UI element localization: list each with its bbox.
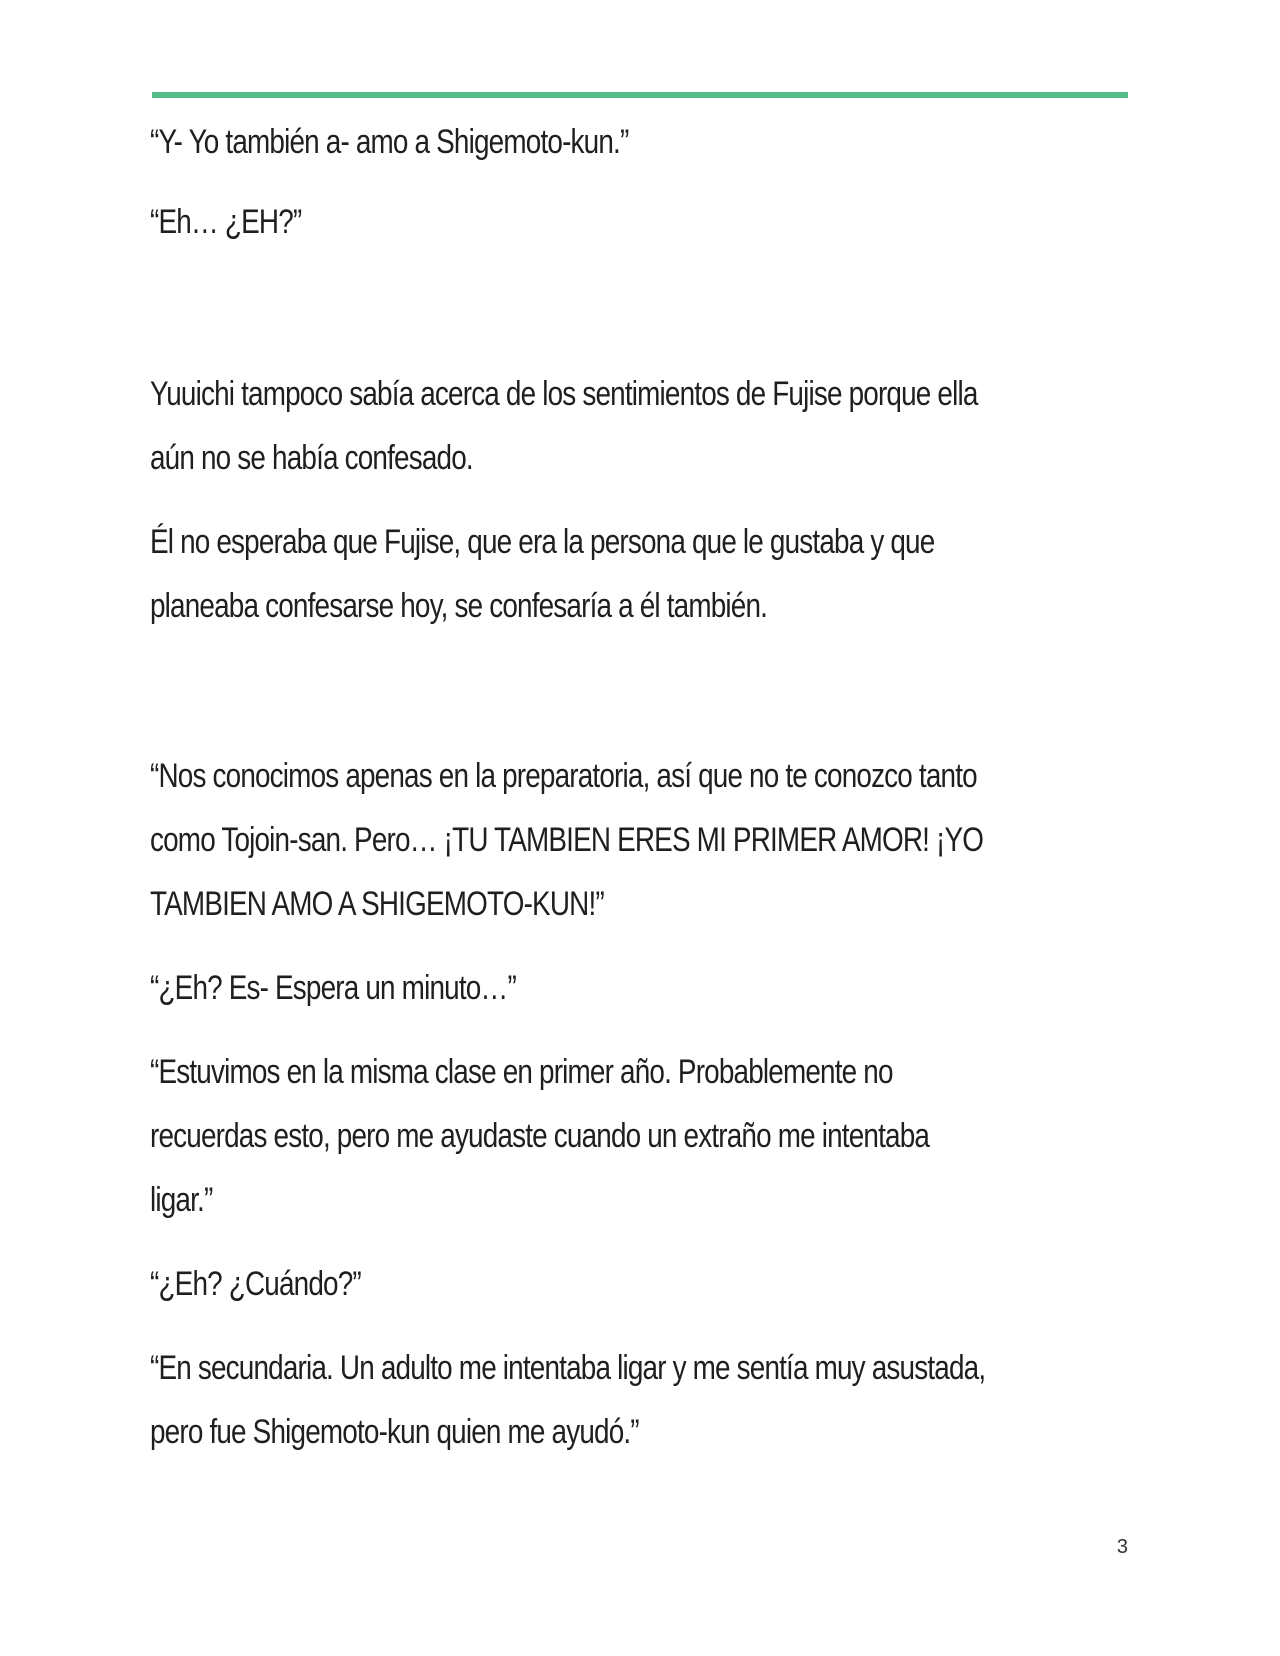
paragraph-5 [150, 744, 984, 936]
paragraph-3 [150, 362, 978, 490]
text-line: “¿Eh? Es- Espera un minuto…” [150, 969, 516, 1007]
text-line: Yuuichi tampoco sabía acerca de los sentimientos de Fujise porque ella [150, 375, 978, 413]
text-line: pero fue Shigemoto-kun quien me ayudó.” [150, 1413, 639, 1451]
page-number: 3 [1116, 1536, 1128, 1558]
top-divider-rule [152, 92, 1128, 98]
text-line: como Tojoin-san. Pero… ¡TU TAMBIEN ERES MI PRIMER AMOR! ¡YO [150, 821, 984, 859]
paragraph-2 [150, 190, 962, 254]
paragraph-1 [150, 110, 962, 174]
text-line: “Eh… ¿EH?” [150, 203, 302, 241]
text-line: “¿Eh? ¿Cuándo?” [150, 1265, 361, 1303]
paragraph-7 [150, 1040, 962, 1232]
text-line: Él no esperaba que Fujise, que era la persona que le gustaba y que [150, 523, 935, 561]
text-line: planeaba confesarse hoy, se confesaría a él también. [150, 587, 768, 625]
text-line: TAMBIEN AMO A SHIGEMOTO-KUN!” [150, 885, 604, 923]
text-line: “Y- Yo también a- amo a Shigemoto-kun.” [150, 123, 629, 161]
paragraph-8 [150, 1252, 962, 1316]
text-line: “Estuvimos en la misma clase en primer año. Probablemente no [150, 1053, 893, 1091]
paragraph-6 [150, 956, 962, 1020]
text-line: ligar.” [150, 1181, 213, 1219]
text-line: “En secundaria. Un adulto me intentaba ligar y me sentía muy asustada, [150, 1349, 986, 1387]
text-line: aún no se había confesado. [150, 439, 473, 477]
text-line: recuerdas esto, pero me ayudaste cuando un extraño me intentaba [150, 1117, 930, 1155]
paragraph-9 [150, 1336, 986, 1464]
paragraph-4 [150, 510, 962, 638]
text-line: “Nos conocimos apenas en la preparatoria, así que no te conozco tanto [150, 757, 977, 795]
